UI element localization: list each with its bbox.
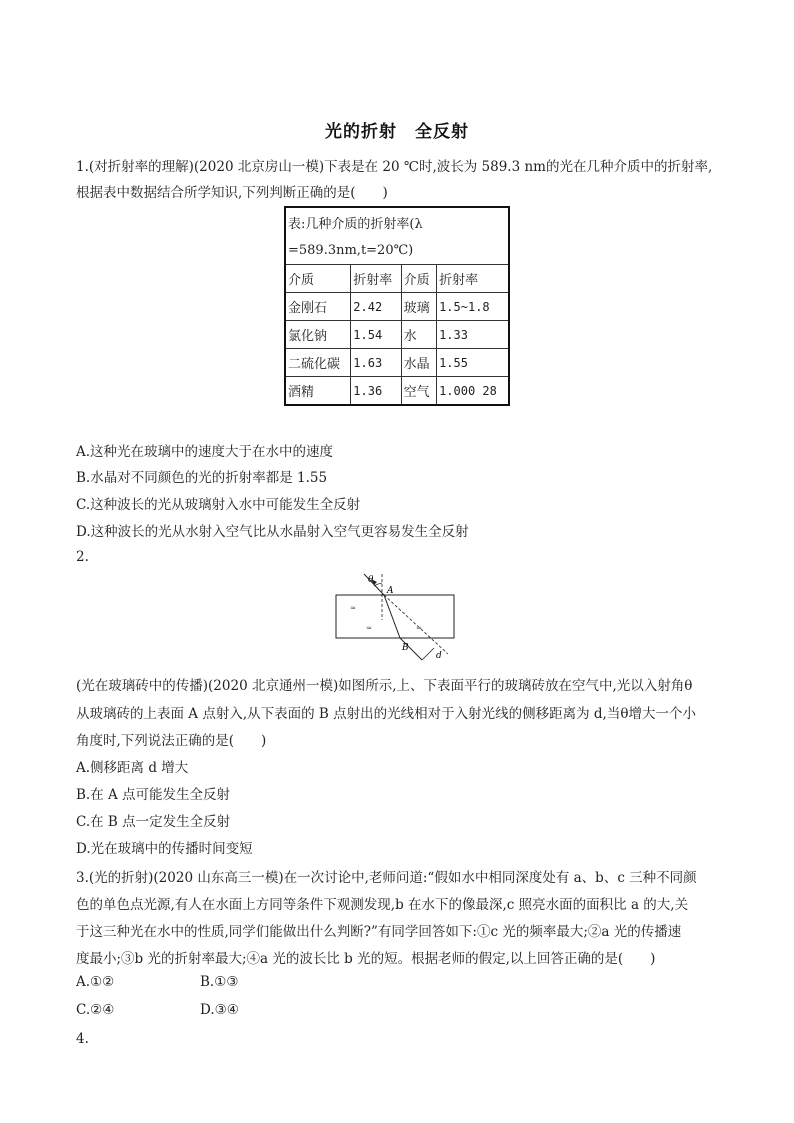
table-cell-medium: 金刚石 (285, 293, 351, 321)
glass-slab (336, 595, 454, 638)
table-row (285, 293, 509, 321)
q1-stem-line-1: 1.(对折射率的理解)(2020 北京房山一模)下表是在 20 ℃时,波长为 589.3 nm的光在几种介质中的折射率, (76, 159, 713, 175)
label-d: d (436, 651, 442, 661)
label-theta: θ (368, 575, 374, 585)
q3-stem-line-2: 色的单色点光源,有人在水面上方同等条件下观测发现,b 在水下的像最深,c 照亮水面的面积比 a 的大,关 (76, 897, 689, 913)
q3-option-b: B.①③ (200, 974, 239, 990)
q2-option-a: A.侧移距离 d 增大 (76, 760, 189, 776)
table-row (285, 321, 509, 349)
label-b: B (402, 643, 409, 653)
q3-option-a: A.①② (76, 974, 115, 990)
q4-number: 4. (76, 1031, 89, 1047)
table-cell-index: 1.63 (351, 349, 401, 377)
table-header: 介质 (285, 265, 351, 293)
q3-option-d: D.③④ (200, 1002, 239, 1018)
table-cell-medium: 水 (401, 321, 436, 349)
glass-texture-mark: ≈ (350, 604, 356, 612)
table-cell-medium: 水晶 (401, 349, 436, 377)
q2-option-b: B.在 A 点可能发生全反射 (76, 787, 231, 803)
table-cell-index: 1.36 (351, 377, 401, 406)
table-header: 介质 (401, 265, 436, 293)
page-title: 光的折射 全反射 (325, 122, 469, 142)
table-cell-index: 1.33 (437, 321, 509, 349)
q2-stem-line-2: 从玻璃砖的上表面 A 点射入,从下表面的 B 点射出的光线相对于入射光线的侧移距离为 d,当θ增大一个小 (76, 706, 696, 722)
displacement-marker (422, 648, 434, 660)
table-cell-index: 2.42 (351, 293, 401, 321)
table-row (285, 377, 509, 406)
table-cell-index: 1.5~1.8 (437, 293, 509, 321)
q2-option-c: C.在 B 点一定发生全反射 (76, 814, 231, 830)
table-row (285, 349, 509, 377)
table-caption-line-2: =589.3nm,t=20℃) (285, 236, 509, 265)
table-cell-medium: 玻璃 (401, 293, 436, 321)
table-caption-line-1: 表:几种介质的折射率(λ (288, 216, 423, 232)
q3-stem-line-4: 度最小;③b 光的折射率最大;④a 光的波长比 b 光的短。根据老师的假定,以上回答正确的是( ) (76, 951, 656, 967)
table-cell-medium: 空气 (401, 377, 436, 406)
q2-number: 2. (76, 549, 89, 565)
table-cell-index: 1.54 (351, 321, 401, 349)
table-cell-medium: 酒精 (285, 377, 351, 406)
q1-option-c: C.这种波长的光从玻璃射入水中可能发生全反射 (76, 497, 361, 513)
q3-option-c: C.②④ (76, 1002, 115, 1018)
q1-option-a: A.这种光在玻璃中的速度大于在水中的速度 (76, 444, 334, 460)
q1-stem-line-2: 根据表中数据结合所学知识,下列判断正确的是( ) (76, 185, 388, 201)
q1-option-d: D.这种波长的光从水射入空气比从水晶射入空气更容易发生全反射 (76, 524, 469, 540)
q2-stem-line-3: 角度时,下列说法正确的是( ) (76, 733, 267, 749)
table-header: 折射率 (437, 265, 509, 293)
table-cell-medium: 氯化钠 (285, 321, 351, 349)
q1-option-b: B.水晶对不同颜色的光的折射率都是 1.55 (76, 470, 328, 486)
q3-stem-line-3: 于这三种光在水中的性质,同学们能做出什么判断?”有同学回答如下:①c 光的频率最大;②a 光的传播速 (76, 924, 682, 940)
refractive-index-table (284, 206, 510, 406)
glass-slab-diagram (330, 568, 470, 666)
label-a: A (387, 586, 394, 596)
q3-stem-line-1: 3.(光的折射)(2020 山东高三一模)在一次讨论中,老师问道:“假如水中相同深度处有 a、b、c 三种不同颜 (76, 870, 697, 886)
table-header-row (285, 265, 509, 293)
table-cell-index: 1.000 28 (437, 377, 509, 406)
table-cell-index: 1.55 (437, 349, 509, 377)
q2-option-d: D.光在玻璃中的传播时间变短 (76, 841, 253, 857)
table-header: 折射率 (351, 265, 401, 293)
q2-stem-line-1: (光在玻璃砖中的传播)(2020 北京通州一模)如图所示,上、下表面平行的玻璃砖放在空气中,光以入射角θ (76, 678, 693, 694)
table-cell-medium: 二硫化碳 (285, 349, 351, 377)
glass-texture-mark: ≈ (416, 624, 422, 632)
glass-texture-mark: ≈ (366, 624, 372, 632)
